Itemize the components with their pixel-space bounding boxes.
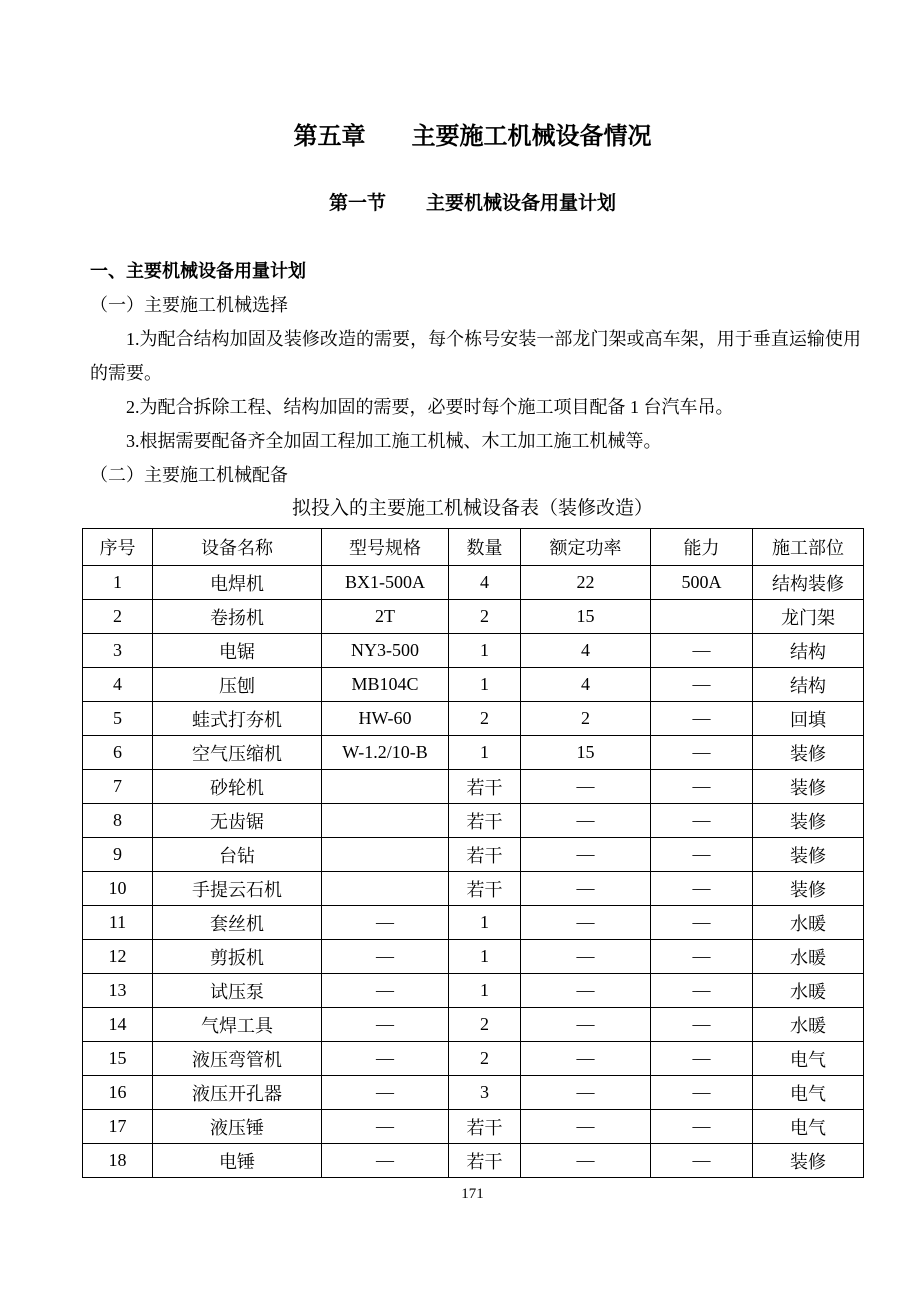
table-cell: 蛙式打夯机 [153,702,322,736]
table-cell: — [521,770,651,804]
table-cell: — [651,736,753,770]
table-row [83,1110,864,1144]
table-cell: — [651,1008,753,1042]
table-cell: — [521,974,651,1008]
table-cell: — [521,838,651,872]
table-cell: 电锤 [153,1144,322,1178]
table-caption: 拟投入的主要施工机械设备表（装修改造） [291,498,653,519]
table-cell: — [322,906,449,940]
table-cell: — [651,1110,753,1144]
table-row [83,668,864,702]
table-cell: — [521,906,651,940]
table-cell: 结构 [753,668,864,702]
table-cell: 17 [83,1110,153,1144]
table-cell: 气焊工具 [153,1008,322,1042]
table-cell: 4 [521,668,651,702]
table-cell: BX1-500A [322,566,449,600]
table-cell: 结构装修 [753,566,864,600]
section-title-text: 主要机械设备用量计划 [426,193,617,214]
table-cell: 500A [651,566,753,600]
table-cell [322,872,449,906]
table-cell: 若干 [449,838,521,872]
table-cell: 水暖 [753,974,864,1008]
table-cell: 若干 [449,1144,521,1178]
table-cell: 9 [83,838,153,872]
table-cell: — [521,1076,651,1110]
table-cell: — [651,872,753,906]
table-cell: — [651,1076,753,1110]
table-cell: 1 [449,974,521,1008]
heading-machine-allocation: （二）主要施工机械配备 [90,465,288,485]
table-cell: 砂轮机 [153,770,322,804]
body-text [82,254,863,526]
table-cell: — [322,1144,449,1178]
table-cell: 若干 [449,770,521,804]
section-number: 第一节 [328,193,386,214]
table-cell: — [521,1110,651,1144]
table-cell: 若干 [449,872,521,906]
table-cell: 15 [521,736,651,770]
table-cell: 手提云石机 [153,872,322,906]
table-row [83,872,864,906]
equipment-table [82,528,864,1178]
table-cell: 2 [449,600,521,634]
table-cell: 1 [449,906,521,940]
chapter-title [82,122,863,152]
table-cell: 2 [449,1008,521,1042]
table-cell: 台钻 [153,838,322,872]
table-cell: 2 [449,1042,521,1076]
table-cell: 1 [449,634,521,668]
table-cell: 空气压缩机 [153,736,322,770]
table-cell: — [651,974,753,1008]
table-cell: — [651,940,753,974]
table-cell: 结构 [753,634,864,668]
table-cell: — [651,906,753,940]
table-row [83,702,864,736]
table-cell: — [521,1008,651,1042]
table-cell: — [322,1076,449,1110]
table-cell: — [521,1042,651,1076]
table-cell: 装修 [753,804,864,838]
table-cell: 电焊机 [153,566,322,600]
table-cell: 剪扳机 [153,940,322,974]
table-cell [322,838,449,872]
table-row [83,838,864,872]
paragraph-1: 1.为配合结构加固及装修改造的需要，每个栋号安装一部龙门架或高车架，用于垂直运输使用的需要。 [90,329,861,383]
table-cell: 若干 [449,1110,521,1144]
table-cell: 16 [83,1076,153,1110]
table-row [83,736,864,770]
table-row [83,1076,864,1110]
table-cell: — [651,668,753,702]
table-cell: 10 [83,872,153,906]
table-cell: 11 [83,906,153,940]
table-cell: 2 [521,702,651,736]
table-cell: 装修 [753,838,864,872]
table-cell: 5 [83,702,153,736]
table-cell: 2 [83,600,153,634]
table-cell: 压刨 [153,668,322,702]
table-cell: — [651,634,753,668]
table-cell: 3 [449,1076,521,1110]
table-cell: 2T [322,600,449,634]
table-cell: 装修 [753,1144,864,1178]
table-cell: 电锯 [153,634,322,668]
table-cell: — [651,770,753,804]
table-cell [322,770,449,804]
table-cell: 水暖 [753,940,864,974]
table-cell: — [651,804,753,838]
table-cell: 7 [83,770,153,804]
table-cell: — [322,1008,449,1042]
table-row [83,1008,864,1042]
table-header-cell: 施工部位 [753,529,864,566]
table-cell: 14 [83,1008,153,1042]
table-cell: 若干 [449,804,521,838]
table-cell: 6 [83,736,153,770]
table-header-cell: 能力 [651,529,753,566]
table-cell: — [322,1042,449,1076]
section-title [82,192,863,216]
table-cell: 液压弯管机 [153,1042,322,1076]
table-cell: 套丝机 [153,906,322,940]
table-cell: — [322,1110,449,1144]
table-cell: 22 [521,566,651,600]
heading-machine-selection: （一）主要施工机械选择 [90,295,288,315]
table-row [83,940,864,974]
table-row [83,566,864,600]
equipment-table-body [83,566,864,1178]
table-header-cell: 设备名称 [153,529,322,566]
table-header-cell: 额定功率 [521,529,651,566]
table-cell: 电气 [753,1042,864,1076]
table-cell: — [521,804,651,838]
equipment-table-head [83,529,864,566]
table-cell: 水暖 [753,1008,864,1042]
table-cell: 15 [521,600,651,634]
heading-usage-plan: 一、主要机械设备用量计划 [90,261,306,281]
table-cell: — [651,1144,753,1178]
paragraph-3: 3.根据需要配备齐全加固工程加工施工机械、木工加工施工机械等。 [126,431,662,451]
table-cell: 1 [449,940,521,974]
table-cell: — [521,940,651,974]
table-cell: 13 [83,974,153,1008]
chapter-title-text: 主要施工机械设备情况 [411,124,652,150]
table-cell: NY3-500 [322,634,449,668]
table-cell: — [651,838,753,872]
table-cell: — [322,974,449,1008]
table-cell: 4 [83,668,153,702]
table-row [83,804,864,838]
table-cell: 4 [521,634,651,668]
table-cell: HW-60 [322,702,449,736]
table-cell: 3 [83,634,153,668]
table-cell: 装修 [753,770,864,804]
table-cell: W-1.2/10-B [322,736,449,770]
table-header-cell: 序号 [83,529,153,566]
table-cell: 水暖 [753,906,864,940]
table-cell: 卷扬机 [153,600,322,634]
table-row [83,906,864,940]
table-cell: 1 [449,668,521,702]
table-cell: 电气 [753,1076,864,1110]
table-cell: 12 [83,940,153,974]
table-cell: 15 [83,1042,153,1076]
table-row [83,1042,864,1076]
chapter-number: 第五章 [293,124,366,150]
table-header-cell: 型号规格 [322,529,449,566]
table-row [83,770,864,804]
table-cell: — [521,872,651,906]
table-row [83,600,864,634]
table-header-cell: 数量 [449,529,521,566]
table-cell: 液压锤 [153,1110,322,1144]
table-cell [651,600,753,634]
table-cell: 无齿锯 [153,804,322,838]
table-cell: 电气 [753,1110,864,1144]
table-cell: 4 [449,566,521,600]
table-cell: 装修 [753,872,864,906]
table-row [83,634,864,668]
table-cell: — [521,1144,651,1178]
table-cell: 龙门架 [753,600,864,634]
table-header-row [83,529,864,566]
page-number: 171 [461,1186,484,1202]
table-cell: 1 [83,566,153,600]
table-row [83,1144,864,1178]
paragraph-2: 2.为配合拆除工程、结构加固的需要，必要时每个施工项目配备 1 台汽车吊。 [126,397,734,417]
table-cell: 8 [83,804,153,838]
table-row [83,974,864,1008]
table-cell: 回填 [753,702,864,736]
table-cell: 2 [449,702,521,736]
table-cell: MB104C [322,668,449,702]
table-cell: 18 [83,1144,153,1178]
table-cell [322,804,449,838]
table-cell: 液压开孔器 [153,1076,322,1110]
table-cell: 试压泵 [153,974,322,1008]
table-cell: — [322,940,449,974]
table-cell: — [651,1042,753,1076]
table-cell: — [651,702,753,736]
table-cell: 装修 [753,736,864,770]
table-cell: 1 [449,736,521,770]
